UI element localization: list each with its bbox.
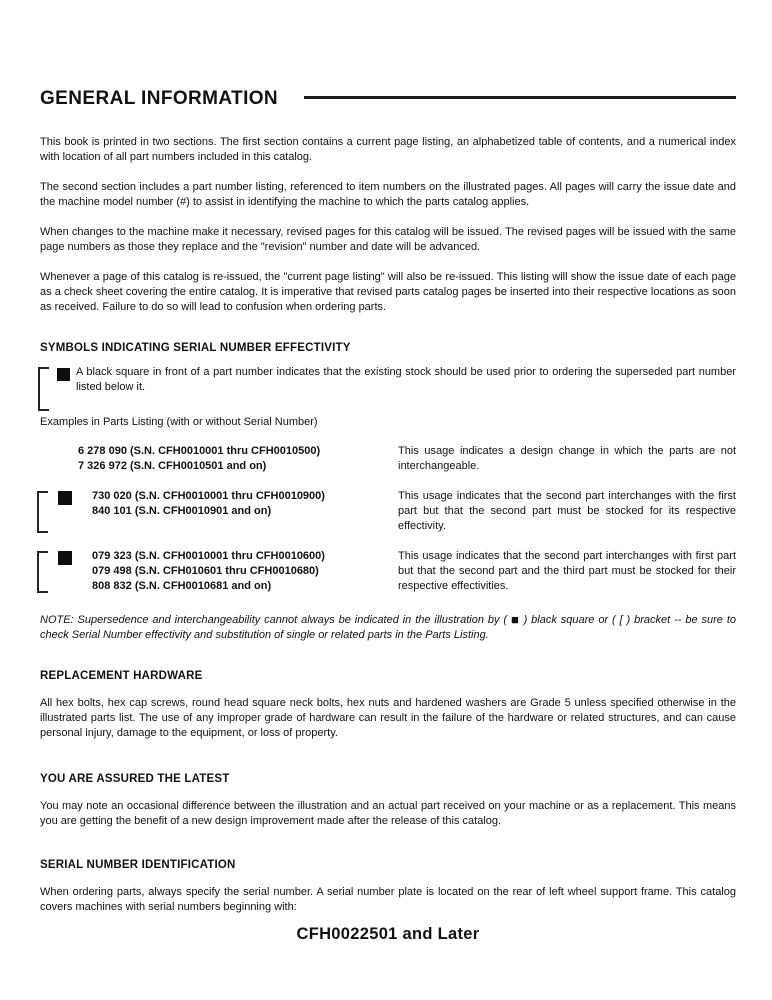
title-rule-line	[304, 96, 736, 99]
supersedence-note	[40, 613, 736, 643]
part-number-line: 079 498 (S.N. CFH010601 thru CFH0010680)	[92, 565, 319, 577]
example-3-marker	[40, 549, 92, 594]
example-2-marker	[40, 489, 92, 534]
example-3-description: This usage indicates that the second part interchanges with first part but that the second part and the third part must be stocked for their respective effectivities.	[398, 550, 736, 592]
example-row-3	[40, 549, 736, 594]
assured-latest-body: You may note an occasional difference between the illustration and an actual part received on your machine or as a replacement. This means you are getting the benefit of a new design improvement made after the release of this catalog.	[40, 800, 736, 827]
example-3-left	[40, 549, 398, 594]
note-text-before: NOTE: Supersedence and interchangeability cannot always be indicated in the illustration by (	[40, 614, 511, 626]
example-3-part-numbers	[92, 549, 325, 594]
part-number-line: 730 020 (S.N. CFH0010001 thru CFH0010900)	[92, 490, 325, 502]
intro-paragraph-1: This book is printed in two sections. The first section contains a current page listing, an alphabetized table of contents, and a numerical index with location of all part numbers included in this catalog.	[40, 136, 736, 163]
intro-paragraph-4: Whenever a page of this catalog is re-issued, the "current page listing" will also be re-issued. This listing will show the issue date of each page as a check sheet covering the entire catalog. It is imperative that revised parts catalog pages be inserted into their respective locations as soon as received. Failure to do so will lead to confusion when ordering parts.	[40, 271, 736, 313]
bracket-icon	[38, 367, 49, 411]
part-number-line: 840 101 (S.N. CFH0010901 and on)	[92, 505, 272, 517]
note-text-after: ) black square or ( [ ) bracket -- be sure to check Serial Number effectivity and substitution of single or related parts in the Parts Listing.	[40, 614, 736, 641]
serial-number-identification-heading: SERIAL NUMBER IDENTIFICATION	[40, 859, 236, 871]
black-square-legend	[40, 365, 736, 395]
bracket-icon	[37, 491, 48, 533]
example-2-left	[40, 489, 398, 534]
intro-paragraph-3: When changes to the machine make it necessary, revised pages for this catalog will be issued. The revised pages will be issued with the same page numbers as those they replace and the "revision" number and date will be advanced.	[40, 226, 736, 253]
replacement-hardware-heading: REPLACEMENT HARDWARE	[40, 670, 203, 682]
part-number-line: 079 323 (S.N. CFH0010001 thru CFH0010600)	[92, 550, 325, 562]
black-square-icon: ■	[510, 612, 520, 627]
black-square-icon	[58, 491, 72, 505]
example-1-marker-none	[40, 444, 78, 474]
part-number-line: 7 326 972 (S.N. CFH0010501 and on)	[78, 460, 267, 472]
part-number-line: 808 832 (S.N. CFH0010681 and on)	[92, 580, 272, 592]
legend-marker	[40, 365, 76, 395]
black-square-icon	[58, 551, 72, 565]
example-2-part-numbers	[92, 489, 325, 534]
examples-heading: Examples in Parts Listing (with or without Serial Number)	[40, 416, 318, 428]
page-title: GENERAL INFORMATION	[40, 88, 279, 109]
replacement-hardware-body: All hex bolts, hex cap screws, round head square neck bolts, hex nuts and hardened washers are Grade 5 unless specified otherwise in the illustrated parts list. The use of any improper grade of hardware can result in the failure of the hardware or related structures, and can cause personal injury, damage to the equipment, or loss of property.	[40, 697, 736, 739]
symbols-section-heading: SYMBOLS INDICATING SERIAL NUMBER EFFECTIVITY	[40, 342, 351, 354]
bracket-icon	[37, 551, 48, 593]
example-row-1	[40, 444, 736, 474]
intro-paragraph-2: The second section includes a part number listing, referenced to item numbers on the illustrated pages. All pages will carry the issue date and the machine model number (#) to assist in identifying the machine to which the parts catalog applies.	[40, 181, 736, 208]
assured-latest-heading: YOU ARE ASSURED THE LATEST	[40, 773, 230, 785]
black-square-icon	[57, 368, 70, 381]
black-square-meaning: A black square in front of a part number indicates that the existing stock should be used prior to ordering the superseded part number listed below it.	[76, 366, 736, 393]
example-row-2	[40, 489, 736, 534]
serial-number-callout: CFH0022501 and Later	[296, 925, 480, 943]
example-1-description: This usage indicates a design change in which the parts are not interchangeable.	[398, 445, 736, 472]
example-1-part-numbers	[78, 444, 320, 474]
part-number-line: 6 278 090 (S.N. CFH0010001 thru CFH0010500)	[78, 445, 321, 457]
page-title-row	[40, 88, 736, 110]
serial-number-identification-body: When ordering parts, always specify the serial number. A serial number plate is located on the rear of left wheel support frame. This catalog covers machines with serial numbers beginning with:	[40, 886, 736, 913]
example-1-left	[40, 444, 398, 474]
example-2-description: This usage indicates that the second part interchanges with the first part but that the second part must be stocked for its respective effectivity.	[398, 490, 736, 532]
